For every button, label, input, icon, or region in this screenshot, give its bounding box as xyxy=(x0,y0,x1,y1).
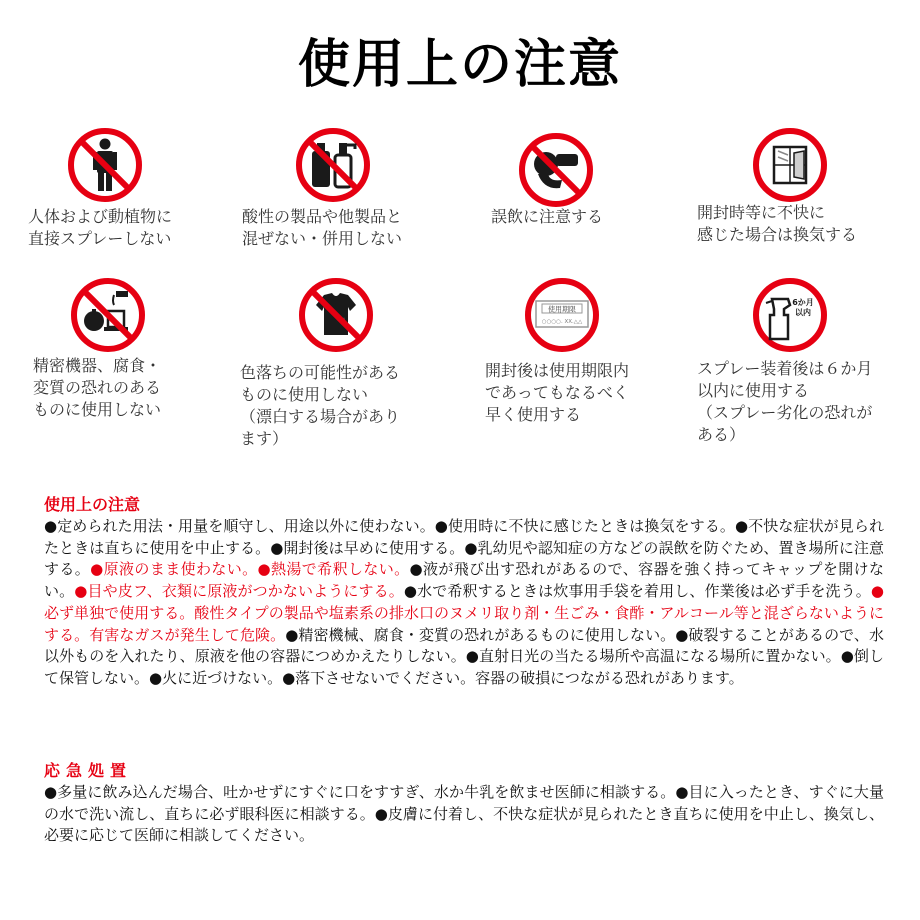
expiration-label-bottom: ○○○○. XX.△△ xyxy=(541,319,583,325)
caution-body xyxy=(44,516,884,690)
icon-caption: 誤飲に注意する xyxy=(491,207,604,226)
caution-warning-text: ●原液のまま使わない。●熱湯で希釈しない。 xyxy=(90,560,410,579)
first-aid-body: ●多量に飲み込んだ場合、吐かせずにすぐに口をすすぎ、水か牛乳を飲ませ医師に相談する。●目に入ったとき、すぐに大量の水で洗い流し、直ちに必ず眼科医に相談する。●皮膚に付着し、不快な症状が見られたとき直ちに使用を中止し、換気し、必要に応じて医師に相談してください。 xyxy=(44,783,884,845)
no-mixing-bottles-icon xyxy=(293,125,373,205)
no-spray-on-person-icon xyxy=(65,125,145,205)
icon-caption: 色落ちの可能性がある ものに使用しない （漂白する場合があり ます） xyxy=(240,363,401,448)
icon-caption: 酸性の製品や他製品と 混ぜない・併用しない xyxy=(242,207,403,248)
icon-caption: 精密機器、腐食・ 変質の恐れのある ものに使用しない xyxy=(33,356,162,419)
no-drinking-icon xyxy=(516,130,596,210)
icon-caption: スプレー装着後は６か月 以内に使用する （スプレー劣化の恐れが ある） xyxy=(697,359,873,444)
spray-six-months-icon xyxy=(750,275,830,355)
icon-caption: 人体および動植物に 直接スプレーしない xyxy=(28,207,173,248)
no-electronics-icon xyxy=(68,275,148,355)
caution-text: ●液が飛び出す恐れがあるので、容器を強く持ってキャップを開けない。 xyxy=(44,560,884,601)
expiration-label-icon xyxy=(522,275,602,355)
first-aid-heading: 応急処置 xyxy=(44,761,133,780)
icon-caption: 開封時等に不快に 感じた場合は換気する xyxy=(697,203,858,244)
within-label: 以内 xyxy=(795,308,811,317)
ventilation-window-icon xyxy=(750,125,830,205)
caution-text: ●定められた用法・用量を順守し、用途以外に使わない。●使用時に不快に感じたときは換気をする。●不快な症状が見られたときは直ちに使用を中止する。●開封後は早めに使用する。●乳幼児や認知症の方などの誤飲を防ぐため、置き場所に注意する。 xyxy=(44,517,884,579)
page-title: 使用上の注意 xyxy=(297,35,622,95)
six-months-label: 6か月 xyxy=(792,298,814,307)
expiration-label-top: 使用期限 xyxy=(548,305,576,314)
caution-text: ●精密機械、腐食・変質の恐れがあるものに使用しない。●破裂することがあるので、水以外ものを入れたり、原液を他の容器につめかえたりしない。●直射日光の当たる場所や高温になる場所に置かない。●倒して保管しない。●火に近づけない。●落下させないでください。容器の破損につながる恐れがあります。 xyxy=(44,625,884,687)
caution-warning-text: ●目や皮フ、衣類に原液がつかないようにする。 xyxy=(74,582,404,601)
caution-text: ●水で希釈するときは炊事用手袋を着用し、作業後は必ず手を洗う。 xyxy=(403,582,871,601)
caution-warning-text: ●必ず単独で使用する。酸性タイプの製品や塩素系の排水口のヌメリ取り剤・生ごみ・食酢・アルコール等と混ざらないようにする。有害なガスが発生して危険。 xyxy=(44,582,884,644)
caution-heading: 使用上の注意 xyxy=(44,495,141,514)
no-colored-fabric-icon xyxy=(296,275,376,355)
icon-caption: 開封後は使用期限内 であってもなるべく 早く使用する xyxy=(485,361,630,424)
